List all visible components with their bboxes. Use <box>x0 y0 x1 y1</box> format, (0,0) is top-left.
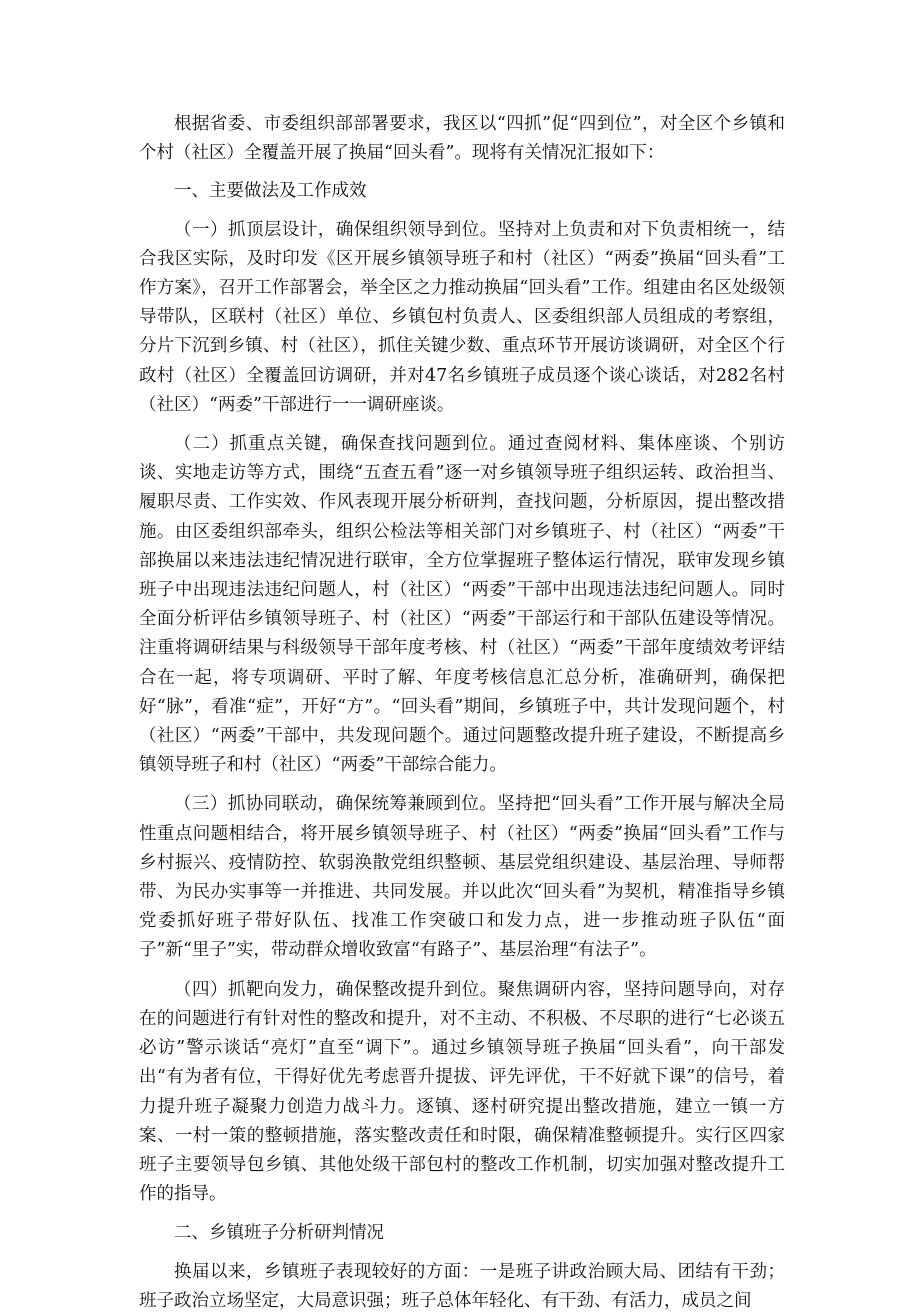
item-paragraph-2: （二）抓重点关键，确保查找问题到位。通过查阅材料、集体座谈、个别访谈、实地走访等方式，围绕“五查五看”逐一对乡镇领导班子组织运转、政治担当、履职尽责、工作实效、作风表现开展分析研判，查找问题，分析原因，提出整改措施。由区委组织部牵头，组织公检法等相关部门对乡镇班子、村（社区）“两委”干部换届以来违法违纪情况进行联审，全方位掌握班子整体运行情况，联审发现乡镇班子中出现违法违纪问题人，村（社区）“两委”干部中出现违法违纪问题人。同时全面分析评估乡镇领导班子、村（社区）“两委”干部运行和干部队伍建设等情况。注重将调研结果与科级领导干部年度考核、村（社区）“两委”干部年度绩效考评结合在一起，将专项调研、平时了解、年度考核信息汇总分析，准确研判，确保把好“脉”，看准“症”，开好“方”。“回头看”期间，乡镇班子中，共计发现问题个，村（社区）“两委”干部中，共发现问题个。通过问题整改提升班子建设，不断提高乡镇领导班子和村（社区）“两委”干部综合能力。 <box>139 434 785 776</box>
intro-paragraph: 根据省委、市委组织部部署要求，我区以“四抓”促“四到位”，对全区个乡镇和个村（社区）全覆盖开展了换届“回头看”。现将有关情况汇报如下： <box>139 114 785 164</box>
item-paragraph-3: （三）抓协同联动，确保统筹兼顾到位。坚持把“回头看”工作开展与解决全局性重点问题相结合，将开展乡镇领导班子、村（社区）“两委”换届“回头看”工作与乡村振兴、疫情防控、软弱涣散党组织整顿、基层党组织建设、基层治理、导师帮带、为民办实事等一并推进、共同发展。并以此次“回头看”为契机，精准指导乡镇党委抓好班子带好队伍、找准工作突破口和发力点，进一步推动班子队伍“面子”新“里子”实，带动群众增收致富“有路子”、基层治理“有法子”。 <box>139 794 785 961</box>
section-heading-2: 二、乡镇班子分析研判情况 <box>174 1223 384 1244</box>
item-paragraph-1: （一）抓顶层设计，确保组织领导到位。坚持对上负责和对下负责相统一，结合我区实际，及时印发《区开展乡镇领导班子和村（社区）“两委”换届“回头看”工作方案》，召开工作部署会，举全区之力推动换届“回头看”工作。组建由名区处级领导带队，区联村（社区）单位、乡镇包村负责人、区委组织部人员组成的考察组，分片下沉到乡镇、村（社区），抓住关键少数、重点环节开展访谈调研，对全区个行政村（社区）全覆盖回访调研，并对47名乡镇班子成员逐个谈心谈话，对282名村（社区）“两委”干部进行一一调研座谈。 <box>139 219 785 415</box>
section-2-paragraph: 换届以来，乡镇班子表现较好的方面：一是班子讲政治顾大局、团结有干劲；班子政治立场坚定，大局意识强；班子总体年轻化、有干劲、有活力，成员之间 <box>139 1261 785 1311</box>
section-heading-1: 一、主要做法及工作成效 <box>174 181 367 202</box>
document-body <box>139 110 785 1316</box>
item-paragraph-4: （四）抓靶向发力，确保整改提升到位。聚焦调研内容，坚持问题导向，对存在的问题进行有针对性的整改和提升，对不主动、不积极、不尽职的进行“七必谈五必访”警示谈话“亮灯”直至“调下”。通过乡镇领导班子换届“回头看”，向干部发出“有为者有位，干得好优先考虑晋升提拔、评先评优，干不好就下课”的信号，着力提升班子凝聚力创造力战斗力。逐镇、逐村研究提出整改措施，建立一镇一方案、一村一策的整顿措施，落实整改责任和时限，确保精准整顿提升。实行区四家班子主要领导包乡镇、其他处级干部包村的整改工作机制，切实加强对整改提升工作的指导。 <box>139 979 785 1205</box>
